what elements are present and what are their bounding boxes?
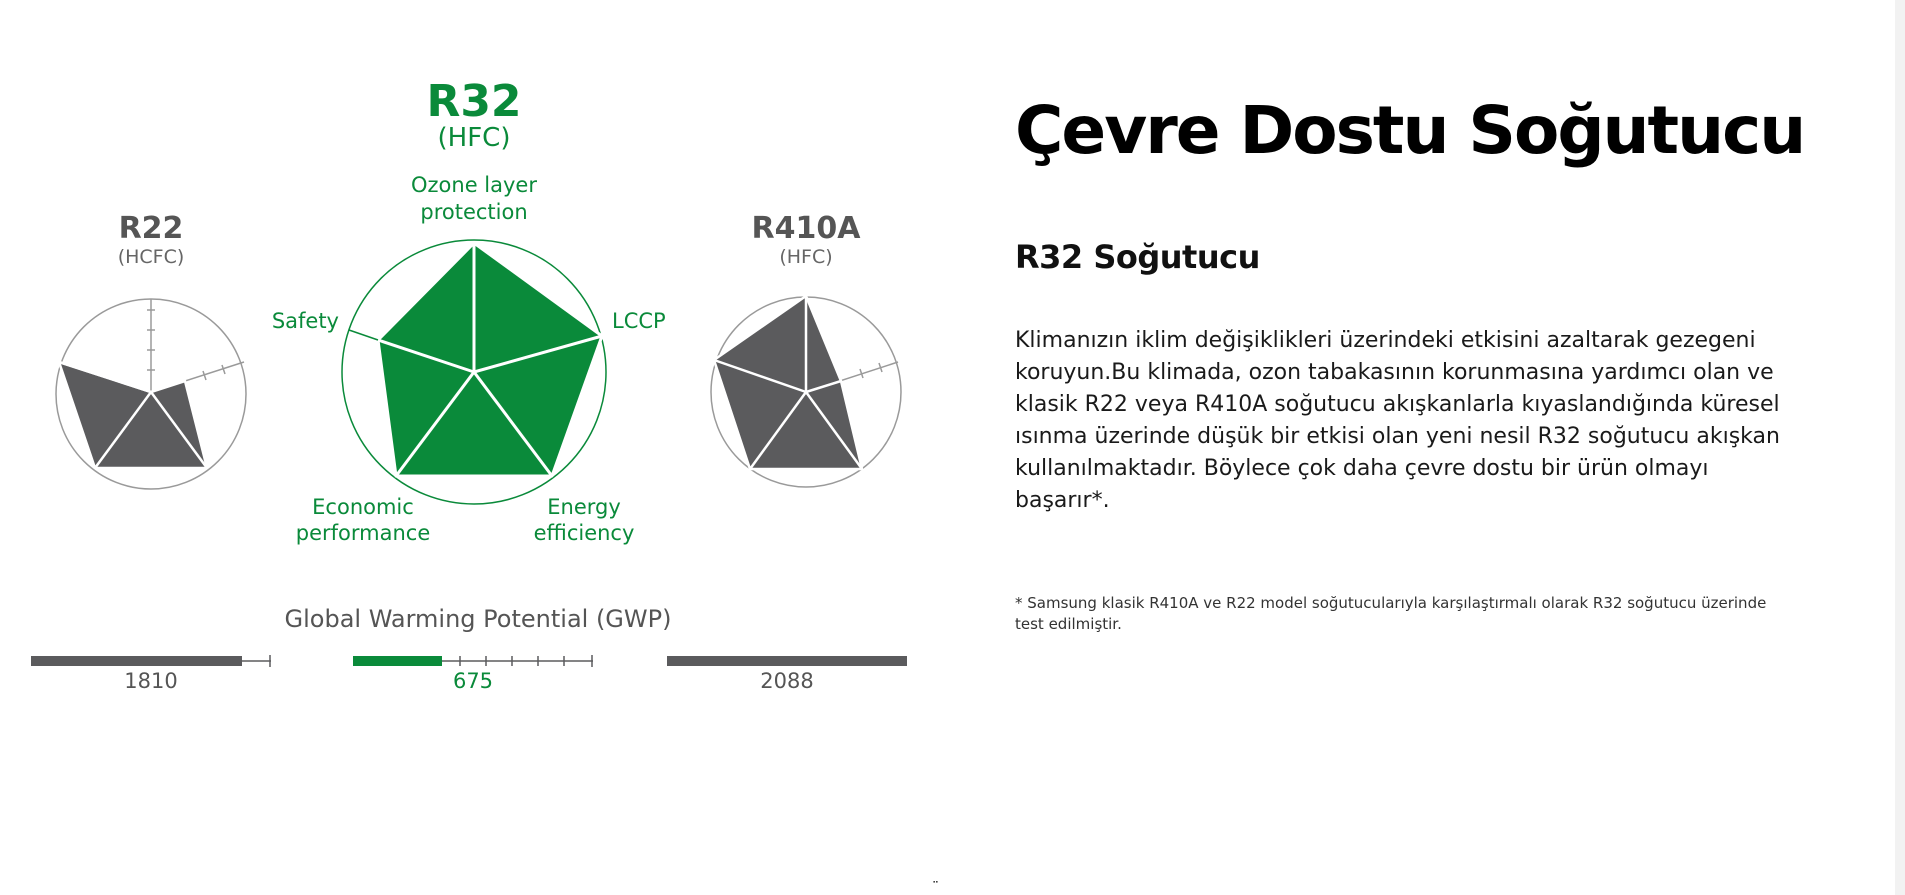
axis-safety-label: Safety — [271, 309, 339, 333]
page-title: Çevre Dostu Soğutucu — [1015, 92, 1805, 169]
axis-ozone-label-2: protection — [420, 200, 528, 224]
gwp-title: Global Warming Potential (GWP) — [284, 605, 672, 633]
axis-economic-label-1: Economic — [312, 495, 414, 519]
gwp-bar-r410a-fill — [667, 656, 907, 666]
section-subtitle: R32 Soğutucu — [1015, 238, 1260, 276]
r32-type: (HFC) — [437, 123, 511, 153]
axis-lccp-label: LCCP — [612, 309, 666, 333]
gwp-bar-r32 — [353, 655, 593, 667]
gwp-bar-r32-fill — [353, 656, 442, 666]
r32-radar-shape — [378, 243, 602, 476]
r22-name: R22 — [118, 211, 184, 246]
r410a-name: R410A — [751, 211, 861, 246]
r410a-type: (HFC) — [779, 246, 833, 268]
axis-ozone-label-1: Ozone layer — [411, 173, 537, 197]
r32-name: R32 — [426, 76, 522, 127]
gwp-bar-r410a — [667, 656, 907, 666]
r32-radar — [342, 240, 606, 504]
r32-spoke-extension — [349, 330, 378, 340]
axis-economic-label-2: performance — [295, 521, 431, 545]
feature-description: Klimanızın iklim değişiklikleri üzerindeki etkisini azaltarak gezegeni koruyun.Bu klimada, ozon tabakasının korunmasına yardımcı olan ve klasik R22 veya R410A soğutucu akışkanlarla kıyaslandığında küresel ısınma üzerinde düşük bir etkisi olan yeni nesil R32 soğutucu akışkan kullanılmaktadır. Böylece çok daha çevre dostu bir ürün olmayı başarır*. — [1015, 328, 1780, 513]
axis-energy-label-2: efficiency — [533, 521, 635, 545]
footnote: * Samsung klasik R410A ve R22 model soğutucularıyla karşılaştırmalı olarak R32 soğutucu üzerinde test edilmiştir. — [1015, 594, 1767, 633]
gwp-bar-r22-fill — [31, 656, 242, 666]
gwp-bar-r22 — [31, 655, 271, 667]
gwp-r32-value: 675 — [452, 669, 494, 693]
cut-off-next-section-heading — [928, 880, 950, 895]
refrigerant-comparison-infographic — [0, 0, 940, 760]
gwp-r22-value: 1810 — [124, 669, 178, 693]
r22-radar — [56, 299, 246, 489]
r410a-radar — [711, 296, 901, 487]
axis-energy-label-1: Energy — [547, 495, 621, 519]
r22-type: (HCFC) — [117, 246, 185, 268]
scrollbar[interactable] — [1895, 0, 1905, 895]
gwp-r410a-value: 2088 — [760, 669, 814, 693]
